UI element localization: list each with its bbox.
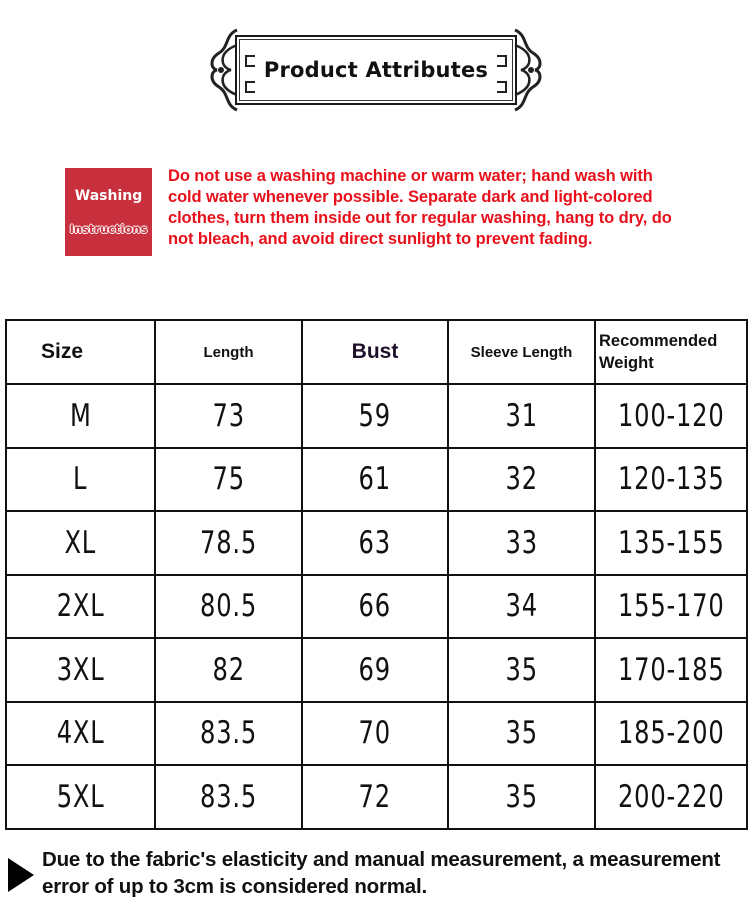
table-row [6,575,747,639]
size-chart-table [5,319,748,830]
fret-ornament-icon [245,81,255,93]
cell-length: 80.5 [155,575,302,639]
table-row [6,702,747,766]
cell-length: 78.5 [155,511,302,575]
cell-length: 75 [155,448,302,512]
cell-recommended-weight: 155-170 [595,575,747,639]
column-header-bust: Bust [302,320,448,384]
cell-size: 2XL [6,575,155,639]
cell-sleeve-length: 33 [448,511,595,575]
cell-sleeve-length: 35 [448,638,595,702]
column-header-length: Length [155,320,302,384]
cell-size: 3XL [6,638,155,702]
cell-size: 5XL [6,765,155,829]
cell-recommended-weight: 135-155 [595,511,747,575]
table-row [6,511,747,575]
cell-recommended-weight: 170-185 [595,638,747,702]
cell-sleeve-length: 35 [448,765,595,829]
cell-length: 83.5 [155,765,302,829]
triangle-right-icon [8,858,34,892]
column-header-recommended-weight: Recommended Weight [595,320,747,384]
cell-bust: 72 [302,765,448,829]
cell-length: 83.5 [155,702,302,766]
cell-size: L [6,448,155,512]
cell-length: 73 [155,384,302,448]
banner-frame [235,35,517,105]
cell-recommended-weight: 120-135 [595,448,747,512]
cell-recommended-weight: 100-120 [595,384,747,448]
cell-sleeve-length: 35 [448,702,595,766]
badge-label-washing: Washing [74,188,143,204]
column-header-sleeve-length: Sleeve Length [448,320,595,384]
cell-recommended-weight: 185-200 [595,702,747,766]
cell-sleeve-length: 32 [448,448,595,512]
cell-recommended-weight: 200-220 [595,765,747,829]
fret-ornament-icon [245,55,255,67]
table-header-row [6,320,747,384]
badge-label-instructions: Instructions [69,222,148,236]
cell-sleeve-length: 31 [448,384,595,448]
cell-bust: 61 [302,448,448,512]
cell-bust: 63 [302,511,448,575]
cell-length: 82 [155,638,302,702]
cell-bust: 70 [302,702,448,766]
table-row [6,384,747,448]
column-header-size: Size [6,320,155,384]
cell-bust: 69 [302,638,448,702]
title-banner [207,25,545,115]
table-row [6,765,747,829]
table-row [6,448,747,512]
page-title: Product Attributes [263,58,489,82]
cell-size: M [6,384,155,448]
table-row [6,638,747,702]
cell-sleeve-length: 34 [448,575,595,639]
washing-instructions-text: Do not use a washing machine or warm water; hand wash with cold water whenever possible. Separate dark and light-colored clothes, turn them inside out for regular washing, hang to dry, do not bleach, and avoid direct sunlight to prevent fading. [168,167,672,248]
measurement-note: Due to the fabric's elasticity and manual measurement, a measurement error of up to 3cm is considered normal. [42,848,721,898]
washing-instructions-badge [65,168,152,256]
cell-size: XL [6,511,155,575]
ornament-right-icon [505,25,545,115]
cell-bust: 66 [302,575,448,639]
cell-bust: 59 [302,384,448,448]
cell-size: 4XL [6,702,155,766]
